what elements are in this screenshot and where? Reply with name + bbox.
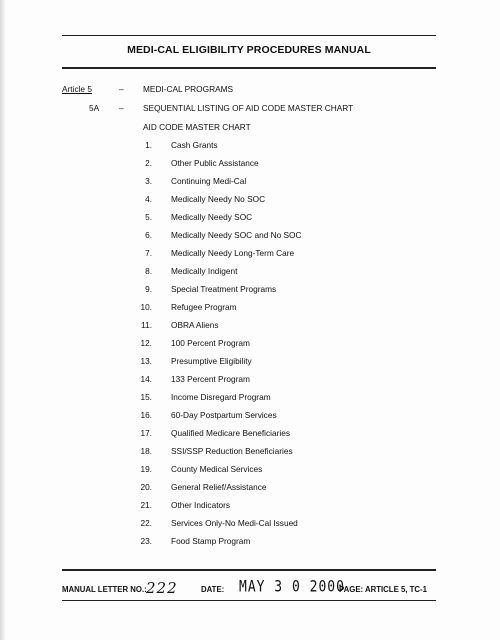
item-number: 15. — [140, 392, 152, 402]
item-number: 12. — [140, 338, 152, 348]
item-label: Medically Needy SOC and No SOC — [171, 230, 302, 240]
item-label: 100 Percent Program — [171, 338, 250, 348]
item-number: 11. — [141, 320, 152, 330]
page-number-label: PAGE: ARTICLE 5, TC-1 — [339, 585, 427, 594]
item-label: Services Only-No Medi-Cal Issued — [171, 518, 298, 528]
date-stamp: MAY 3 0 2000 — [239, 578, 345, 597]
item-number: 22. — [140, 518, 152, 528]
article-dash: – — [119, 84, 124, 94]
date-label: DATE: — [201, 585, 225, 594]
item-number: 5. — [145, 212, 152, 222]
item-label: Medically Needy Long-Term Care — [171, 248, 295, 258]
item-number: 13. — [140, 356, 152, 366]
manual-letter-label: MANUAL LETTER NO.: — [62, 585, 147, 594]
item-number: 1. — [145, 140, 152, 150]
item-number: 20. — [140, 482, 152, 492]
item-number: 8. — [145, 266, 152, 276]
item-label: Medically Indigent — [171, 266, 238, 276]
item-label: Special Treatment Programs — [171, 284, 277, 294]
item-number: 9. — [145, 284, 152, 294]
item-label: General Relief/Assistance — [171, 482, 267, 492]
item-label: Medically Needy No SOC — [171, 194, 266, 204]
article-label: Article 5 — [62, 84, 92, 94]
item-label: Qualified Medicare Beneficiaries — [171, 428, 290, 438]
item-label: County Medical Services — [171, 464, 263, 474]
item-number: 17. — [140, 428, 152, 438]
item-number: 16. — [140, 410, 152, 420]
footer-top-rule — [62, 569, 436, 571]
item-number: 19. — [140, 464, 152, 474]
section-title: SEQUENTIAL LISTING OF AID CODE MASTER CHART — [143, 103, 354, 113]
section-label: 5A — [89, 103, 100, 113]
section-dash: – — [119, 103, 124, 113]
header-top-rule — [62, 35, 436, 36]
item-number: 6. — [145, 230, 152, 240]
item-label: Continuing Medi-Cal — [171, 176, 247, 186]
footer-bottom-rule — [62, 600, 436, 601]
item-label: Food Stamp Program — [171, 536, 251, 546]
item-label: Income Disregard Program — [171, 392, 271, 402]
chart-heading: AID CODE MASTER CHART — [143, 122, 251, 132]
item-number: 23. — [140, 536, 152, 546]
item-label: Presumptive Eligibility — [171, 356, 252, 366]
item-label: Refugee Program — [171, 302, 237, 312]
item-label: Medically Needy SOC — [171, 212, 253, 222]
item-label: Other Public Assistance — [171, 158, 259, 168]
item-label: SSI/SSP Reduction Beneficiaries — [171, 446, 293, 456]
article-title: MEDI-CAL PROGRAMS — [143, 84, 234, 94]
page-title: MEDI-CAL ELIGIBILITY PROCEDURES MANUAL — [127, 44, 371, 56]
item-label: 60-Day Postpartum Services — [171, 410, 277, 420]
item-label: OBRA Aliens — [171, 320, 219, 330]
item-label: Cash Grants — [171, 140, 218, 150]
item-number: 14. — [140, 374, 152, 384]
item-number: 18. — [140, 446, 152, 456]
item-number: 10. — [140, 302, 152, 312]
header-bottom-rule — [62, 67, 436, 69]
item-number: 4. — [145, 194, 152, 204]
item-number: 21. — [140, 500, 152, 510]
scan-edge-shadow — [0, 0, 6, 640]
item-number: 3. — [145, 176, 152, 186]
item-label: 133 Percent Program — [171, 374, 250, 384]
item-number: 7. — [145, 248, 152, 258]
item-number: 2. — [145, 158, 152, 168]
item-label: Other Indicators — [171, 500, 231, 510]
manual-letter-handwritten: 222 — [146, 579, 178, 597]
